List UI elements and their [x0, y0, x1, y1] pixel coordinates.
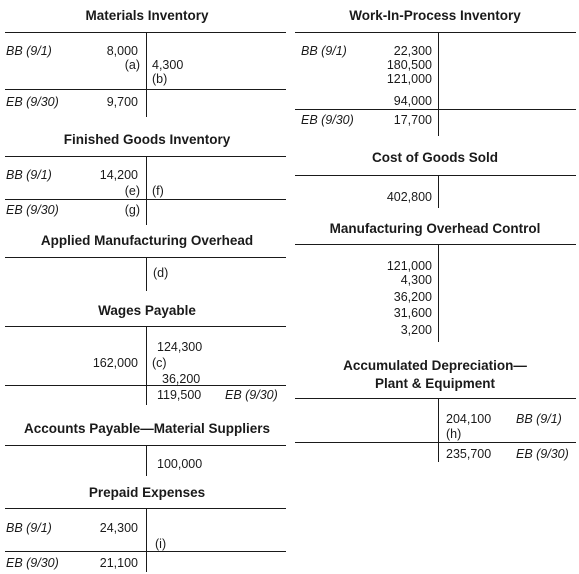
account-center-rule [438, 33, 439, 136]
account-center-rule [146, 327, 147, 405]
account-center-rule [438, 176, 439, 208]
debit-amount: 22,300 [393, 44, 432, 58]
account-title: Manufacturing Overhead Control [329, 221, 541, 236]
eb-label: EB (9/30) [6, 203, 59, 217]
eb-label: EB (9/30) [301, 113, 354, 127]
account-title: Cost of Goods Sold [372, 150, 498, 165]
entry-b-label: (b) [152, 72, 168, 86]
account-title: Wages Payable [98, 303, 196, 318]
account-title-line-2: Plant & Equipment [374, 376, 495, 391]
eb-label: EB (9/30) [6, 95, 59, 109]
account-center-rule [146, 33, 147, 117]
debit-amount: 36,200 [393, 290, 432, 304]
bb-amount: 8,000 [106, 44, 138, 58]
eb-amount: 17,700 [393, 113, 432, 127]
entry-a-label: (a) [124, 58, 140, 72]
entry-i-label: (i) [155, 537, 167, 551]
credit-amount: 204,100 [446, 412, 492, 426]
eb-amount: 21,100 [99, 556, 138, 570]
balance-rule [5, 385, 286, 386]
credit-amount: 100,000 [157, 457, 203, 471]
eb-amount: 9,700 [106, 95, 138, 109]
debit-amount: 162,000 [92, 356, 138, 370]
account-title: Work-In-Process Inventory [349, 8, 521, 23]
bb-label: BB (9/1) [6, 168, 52, 182]
debit-amount: 31,600 [393, 306, 432, 320]
balance-rule [5, 89, 286, 90]
eb-label: EB (9/30) [225, 388, 278, 402]
balance-rule [295, 442, 576, 443]
bb-label: BB (9/1) [516, 412, 562, 426]
bb-label: BB (9/1) [301, 44, 347, 58]
account-center-rule [146, 509, 147, 572]
credit-amount: 36,200 [162, 372, 201, 386]
debit-amount: 402,800 [386, 190, 432, 204]
account-center-rule [146, 446, 147, 476]
account-top-rule [295, 244, 576, 245]
account-top-rule [295, 175, 576, 176]
account-title: Finished Goods Inventory [63, 132, 231, 147]
balance-rule [5, 551, 286, 552]
bb-amount: 14,200 [99, 168, 138, 182]
account-center-rule [146, 157, 147, 225]
account-title: Prepaid Expenses [88, 485, 206, 500]
eb-label: EB (9/30) [516, 447, 569, 461]
account-title: Materials Inventory [85, 8, 209, 23]
debit-amount: 180,500 [386, 58, 432, 72]
ending-balance-amount: 119,500 [157, 388, 202, 402]
entry-d-label: (d) [153, 266, 169, 280]
entry-c-label: (c) [152, 356, 167, 370]
bb-amount: 24,300 [99, 521, 138, 535]
entry-e-label: (e) [124, 184, 140, 198]
credit-amount: 124,300 [157, 340, 203, 354]
account-top-rule [295, 398, 576, 399]
debit-amount: 121,000 [386, 72, 432, 86]
ending-balance-amount: 235,700 [446, 447, 492, 461]
eb-label: EB (9/30) [6, 556, 59, 570]
account-center-rule [438, 245, 439, 342]
debit-amount: 3,200 [400, 323, 432, 337]
account-title-line-1: Accumulated Depreciation— [343, 358, 527, 373]
account-top-rule [295, 32, 576, 33]
balance-rule [295, 109, 576, 110]
entry-h-label: (h) [446, 427, 462, 441]
debit-amount: 94,000 [393, 94, 432, 108]
bb-label: BB (9/1) [6, 44, 52, 58]
debit-amount: 4,300 [400, 273, 432, 287]
debit-amount: 121,000 [386, 259, 432, 273]
entry-f-label: (f) [152, 184, 164, 198]
account-center-rule [438, 399, 439, 462]
balance-rule [5, 199, 286, 200]
bb-label: BB (9/1) [6, 521, 52, 535]
entry-g-label: (g) [124, 203, 140, 217]
credit-amount: 4,300 [152, 58, 184, 72]
account-title: Accounts Payable—Material Suppliers [23, 421, 271, 436]
account-title: Applied Manufacturing Overhead [40, 233, 254, 248]
account-center-rule [146, 258, 147, 291]
